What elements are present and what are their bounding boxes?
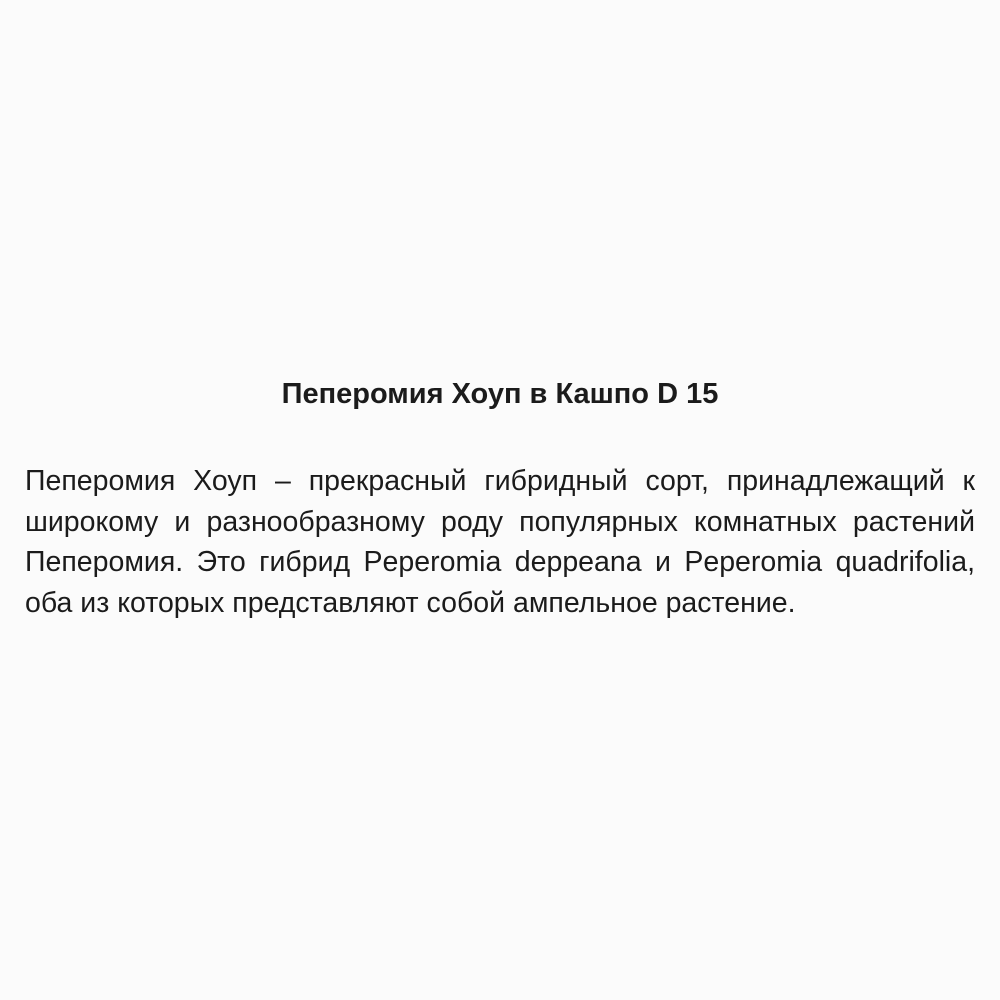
paragraph-line: оба из которых представляют собой ампельное растение. <box>25 586 796 619</box>
page-title: Пеперомия Хоуп в Кашпо D 15 <box>281 378 719 410</box>
description-paragraph <box>25 461 975 623</box>
paragraph-line: широкому и разнообразному роду популярных комнатных растений <box>25 505 975 538</box>
paragraph-line: Пеперомия. Это гибрид Peperomia deppeana и Peperomia quadrifolia, <box>25 546 975 578</box>
paragraph-line: Пеперомия Хоуп – прекрасный гибридный сорт, принадлежащий к <box>25 465 975 497</box>
